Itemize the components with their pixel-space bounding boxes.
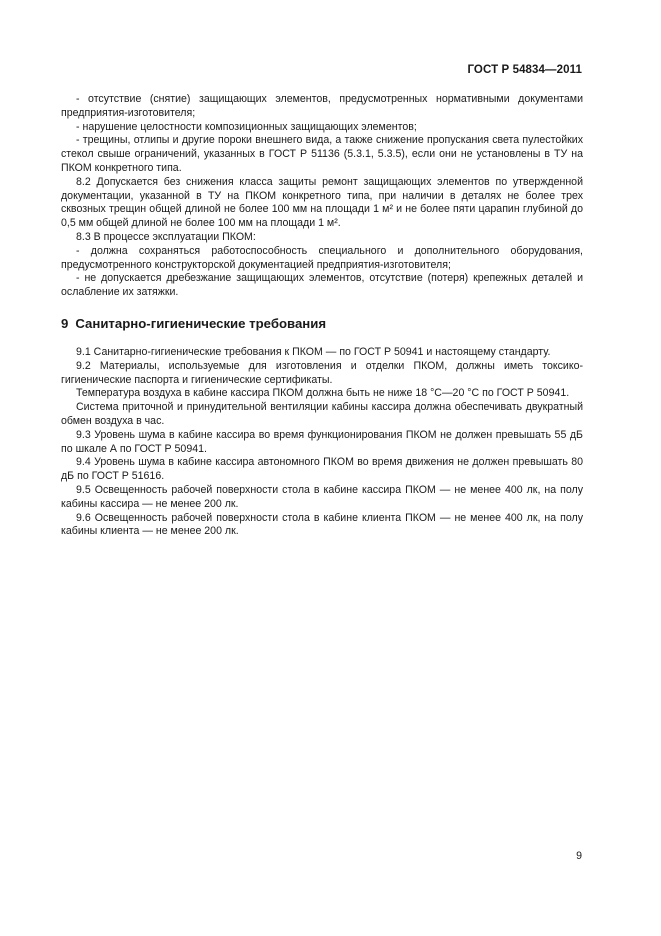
paragraph: Температура воздуха в кабине кассира ПКОМ должна быть не ниже 18 °С—20 °С по ГОСТ Р 50941. [76,387,570,400]
paragraph: 9.2 Материалы, используемые для изготовления и отделки ПКОМ, должны иметь токсико-гигиенические паспорта и гигиенические сертификаты. [61,359,583,386]
paragraph: - не допускается дребезжание защищающих элементов, отсутствие (потеря) крепежных деталей и ослабление их затяжки. [61,272,583,299]
paragraph: - нарушение целостности композиционных защищающих элементов; [76,120,417,133]
paragraph: 9.1 Санитарно-гигиенические требования к ПКОМ — по ГОСТ Р 50941 и настоящему стандарту. [76,345,551,358]
paragraph: 9.3 Уровень шума в кабине кассира во время функционирования ПКОМ не должен превышать 55 дБ по шкале А по ГОСТ Р 50941. [61,428,583,455]
document-body [61,93,583,539]
paragraph: - должна сохраняться работоспособность специального и дополнительного оборудования, предусмотренного конструкторской документацией предприятия-изготовителя; [61,244,583,271]
paragraph: 9.6 Освещенность рабочей поверхности стола в кабине клиента ПКОМ — не менее 400 лк, на полу кабины клиента — не менее 200 лк. [61,511,583,538]
section-heading [61,316,583,332]
paragraph: 8.2 Допускается без снижения класса защиты ремонт защищающих элементов по утвержденной документации, указанной в ТУ на ПКОМ конкретного типа, при наличии в деталях не более трех сквозных трещин общей длиной не более 100 мм на площади 1 м² и не более пяти царапин глубиной до 0,5 мм общей длиной не более 100 мм на площади 1 м². [61,175,583,230]
paragraph: 9.5 Освещенность рабочей поверхности стола в кабине кассира ПКОМ — не менее 400 лк, на полу кабины кассира — не менее 200 лк. [61,483,583,510]
paragraph: 8.3 В процессе эксплуатации ПКОМ: [76,230,256,243]
section-title: Санитарно-гигиенические требования [75,315,327,331]
section-number: 9 [61,315,69,331]
paragraph: - отсутствие (снятие) защищающих элементов, предусмотренных нормативными документами предприятия-изготовителя; [61,93,583,119]
paragraph: - трещины, отлипы и другие пороки внешнего вида, а также снижение пропускания света пулестойких стекол свыше ограничений, указанных в ГОСТ Р 51136 (5.3.1, 5.3.5), если они не установлены в ТУ на ПКОМ конкретного типа. [61,134,583,174]
paragraph: 9.4 Уровень шума в кабине кассира автономного ПКОМ во время движения не должен превышать 80 дБ по ГОСТ Р 51616. [61,456,583,483]
page-number: 9 [576,850,582,862]
document-header: ГОСТ Р 54834—2011 [467,64,582,76]
paragraph: Система приточной и принудительной вентиляции кабины кассира должна обеспечивать двукратный обмен воздуха в час. [61,401,583,427]
